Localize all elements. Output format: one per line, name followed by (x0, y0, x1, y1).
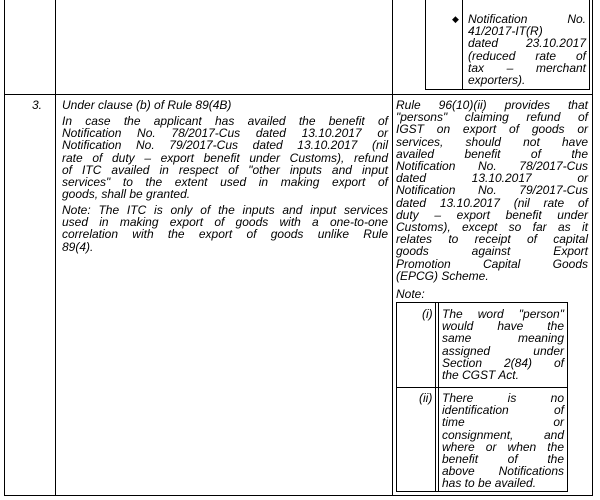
table-border-bottom (4, 495, 593, 496)
nested-box-left (425, 0, 426, 90)
text-line: above Notifications (442, 464, 564, 479)
row-divider (4, 94, 593, 95)
text-line: Promotion Capital Goods (396, 256, 588, 271)
text-line: relates to receipt of capital (396, 232, 588, 247)
text-line: duty – export benefit under (396, 207, 588, 222)
notes-box-bottom (396, 491, 568, 492)
table-border-left (4, 0, 5, 496)
text-line: has to be availed. (442, 476, 537, 491)
note-marker-i: (i) (422, 307, 433, 321)
text-line: of ITC availed in respect of "other inputs and input (62, 162, 388, 177)
text-line: the CGST Act. (442, 368, 519, 382)
rule-heading: Under clause (b) of Rule 89(4B) (62, 98, 232, 112)
notes-box-right (567, 302, 568, 492)
text-line: correlation with the export of goods unlike Rule (62, 227, 388, 242)
text-line: Notification No. 79/2017-Cus dated 13.10.2017 (nil (62, 138, 388, 153)
text-line: used in making export of goods with a one-to-one (62, 215, 388, 230)
text-line: Notification No. 78/2017-Cus (396, 159, 588, 173)
text-line: services" to the extent used in making export of (62, 175, 388, 189)
text-line: availed benefit of the (396, 146, 588, 161)
text-line: The word "person" (442, 307, 564, 321)
text-line: assigned under (442, 343, 564, 358)
text-line: 41/2017-IT(R) (468, 24, 543, 39)
notes-box-divider-1 (435, 302, 436, 492)
text-line: IGST on export of goods or (396, 122, 588, 137)
text-line: Notification No. 79/2017-Cus (396, 183, 588, 198)
text-line: dated 13.10.2017 (nil rate of (396, 195, 588, 210)
text-line: There is no (442, 391, 564, 405)
text-line: goods against Export (396, 244, 588, 259)
text-line: Notification No. 78/2017-Cus dated 13.10.2017 or (62, 126, 388, 141)
text-line: Section 2(84) of (442, 355, 564, 370)
diamond-bullet-icon: ◆ (452, 14, 459, 24)
text-line: same meaning (442, 331, 564, 346)
note-label: Note: (396, 287, 425, 301)
nested-box-left-inner (462, 0, 463, 90)
notes-box-mid (396, 387, 568, 388)
text-line: Rule 96(10)(ii) provides that (396, 98, 588, 112)
text-line: "persons" claiming refund of (396, 110, 588, 125)
text-line: (EPCG) Scheme. (396, 268, 489, 283)
text-line: time or (442, 415, 564, 430)
table-border-mid-2 (392, 0, 393, 496)
text-line: dated 13.10.2017 or (396, 171, 588, 186)
table-border-right (592, 0, 593, 496)
nested-box-bottom (425, 89, 590, 90)
text-line: benefit of the (442, 452, 564, 466)
nested-box-right (589, 0, 590, 90)
text-line: Customs), except so far as it (396, 220, 588, 234)
text-line: exporters). (468, 73, 526, 87)
text-line: (reduced rate of (468, 48, 586, 63)
notes-box-divider-2 (438, 302, 439, 492)
text-line: 89(4). (62, 239, 94, 254)
text-line: services, should not have (396, 134, 588, 149)
text-line: rate of duty – export benefit under Customs), refund (62, 150, 388, 165)
notes-box-left (396, 302, 397, 492)
notes-box-top (396, 302, 568, 303)
note-marker-ii: (ii) (419, 391, 433, 405)
text-line: where or when the (442, 439, 564, 454)
row-number: 3. (32, 98, 43, 112)
text-line: would have the (442, 319, 564, 334)
text-line: Notification No. (468, 12, 586, 26)
text-line: goods, shall be granted. (62, 187, 191, 202)
text-line: Note: The ITC is only of the inputs and input services (62, 203, 388, 217)
table-border-mid-1 (55, 0, 56, 496)
text-line: In case the applicant has availed the benefit of (62, 114, 388, 128)
text-line: identification of (442, 403, 564, 418)
text-line: consignment, and (442, 427, 564, 442)
text-line: dated 23.10.2017 (468, 36, 586, 51)
text-line: tax – merchant (468, 60, 586, 75)
